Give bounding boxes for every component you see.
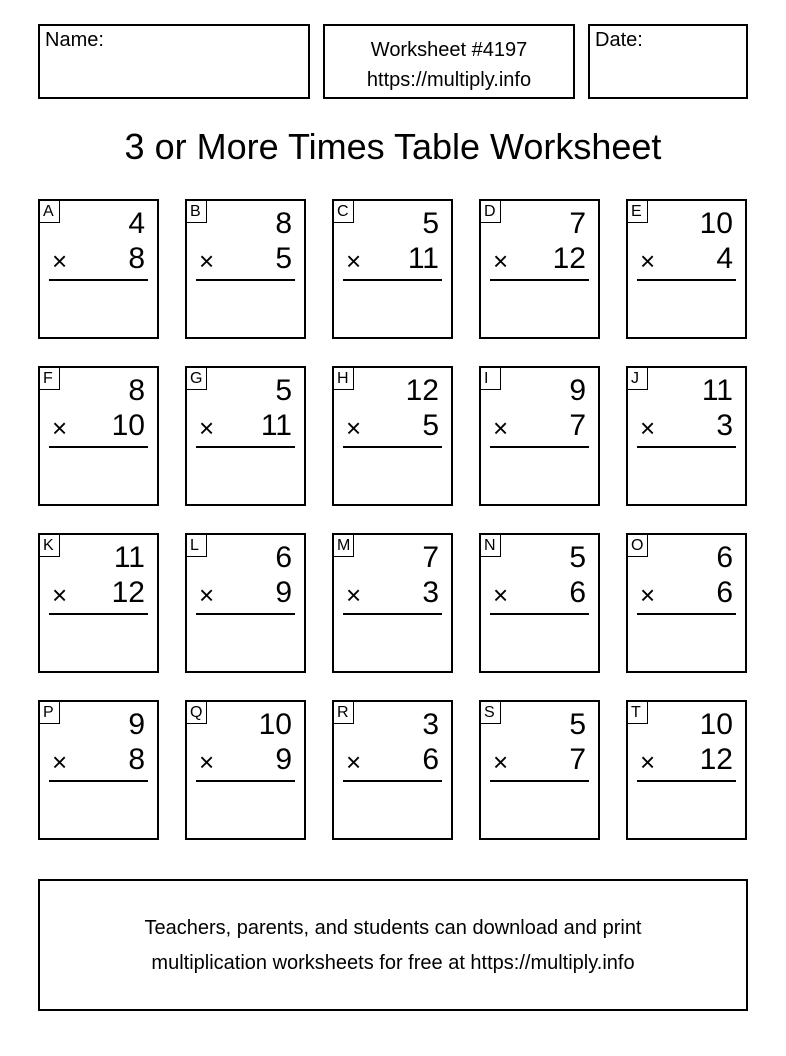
multiplicand: 11 [113,541,145,574]
multiplier: 12 [552,242,586,275]
answer-line [196,446,295,448]
times-sign: × [346,246,362,276]
multiplier: 7 [569,409,586,442]
times-sign: × [640,413,656,443]
answer-line [343,446,442,448]
problem-card[interactable] [479,199,600,339]
page-title: 3 or More Times Table Worksheet [124,126,662,167]
multiplier: 7 [569,743,586,776]
multiplier: 11 [260,409,292,442]
problem-letter: R [334,702,354,724]
multiplier: 5 [422,409,439,442]
problem-card[interactable] [626,366,747,506]
problem-card[interactable] [38,700,159,840]
problem-letter: B [187,201,207,223]
multiplicand: 6 [275,541,292,574]
answer-line [637,613,736,615]
problem-letter: I [481,368,501,390]
problem-card[interactable] [332,366,453,506]
problem-card[interactable] [479,700,600,840]
multiplier: 9 [275,743,292,776]
problem-card[interactable] [38,533,159,673]
answer-line [490,279,589,281]
problem-letter: J [628,368,648,390]
footer-line-1: Teachers, parents, and students can download and print [144,917,642,939]
problem-card[interactable] [38,366,159,506]
answer-line [637,780,736,782]
problem-letter: F [40,368,60,390]
problem-card[interactable] [332,700,453,840]
multiplier: 8 [128,242,145,275]
multiplicand: 6 [716,541,733,574]
problem-card[interactable] [38,199,159,339]
answer-line [343,780,442,782]
multiplier: 6 [716,576,733,609]
problem-card[interactable] [185,366,306,506]
problem-letter: H [334,368,354,390]
times-sign: × [52,413,68,443]
problem-letter: E [628,201,648,223]
multiplier: 6 [422,743,439,776]
answer-line [49,780,148,782]
times-sign: × [346,747,362,777]
multiplicand: 8 [275,207,292,240]
problem-letter: P [40,702,60,724]
multiplicand: 5 [569,708,586,741]
answer-line [49,613,148,615]
times-sign: × [640,747,656,777]
problem-letter: N [481,535,501,557]
multiplicand: 9 [569,374,586,407]
multiplicand: 5 [275,374,292,407]
problem-card[interactable] [185,199,306,339]
problem-card[interactable] [626,199,747,339]
multiplier: 3 [422,576,439,609]
multiplicand: 8 [128,374,145,407]
multiplier: 9 [275,576,292,609]
worksheet-number: Worksheet #4197 [370,39,528,61]
problem-letter: O [628,535,648,557]
problem-card[interactable] [185,533,306,673]
multiplicand: 12 [405,374,439,407]
times-sign: × [52,580,68,610]
times-sign: × [493,246,509,276]
problem-card[interactable] [185,700,306,840]
times-sign: × [346,413,362,443]
worksheet-url: https://multiply.info [366,69,532,91]
multiplier: 8 [128,743,145,776]
times-sign: × [493,413,509,443]
multiplier: 5 [275,242,292,275]
answer-line [49,446,148,448]
multiplier: 12 [111,576,145,609]
answer-line [196,780,295,782]
times-sign: × [52,246,68,276]
answer-line [490,446,589,448]
problem-card[interactable] [332,199,453,339]
multiplier: 6 [569,576,586,609]
multiplicand: 11 [701,374,733,407]
problem-letter: M [334,535,354,557]
footer-line-2: multiplication worksheets for free at https://multiply.info [151,952,635,974]
date-label: Date: [595,29,643,51]
problem-letter: T [628,702,648,724]
multiplicand: 10 [699,708,733,741]
times-sign: × [640,580,656,610]
multiplicand: 9 [128,708,145,741]
multiplicand: 5 [422,207,439,240]
multiplicand: 7 [422,541,439,574]
multiplier: 12 [699,743,733,776]
name-label: Name: [45,29,104,51]
multiplicand: 3 [422,708,439,741]
times-sign: × [52,747,68,777]
problem-letter: K [40,535,60,557]
problem-letter: S [481,702,501,724]
times-sign: × [199,246,215,276]
multiplicand: 10 [699,207,733,240]
multiplicand: 5 [569,541,586,574]
answer-line [196,279,295,281]
footer-note [38,879,748,1011]
problem-card[interactable] [626,700,747,840]
times-sign: × [199,413,215,443]
answer-line [637,279,736,281]
answer-line [490,780,589,782]
answer-line [196,613,295,615]
answer-line [343,613,442,615]
times-sign: × [199,580,215,610]
multiplier: 10 [111,409,145,442]
multiplicand: 10 [258,708,292,741]
problem-letter: D [481,201,501,223]
times-sign: × [493,580,509,610]
problem-card[interactable] [479,533,600,673]
answer-line [637,446,736,448]
multiplicand: 7 [569,207,586,240]
problem-letter: Q [187,702,207,724]
answer-line [49,279,148,281]
problem-letter: L [187,535,207,557]
times-sign: × [346,580,362,610]
problem-card[interactable] [479,366,600,506]
multiplicand: 4 [128,207,145,240]
times-sign: × [493,747,509,777]
problem-letter: A [40,201,60,223]
problem-letter: C [334,201,354,223]
multiplier: 3 [716,409,733,442]
answer-line [490,613,589,615]
answer-line [343,279,442,281]
multiplier: 11 [407,242,439,275]
problem-card[interactable] [332,533,453,673]
times-sign: × [640,246,656,276]
problem-card[interactable] [626,533,747,673]
problem-letter: G [187,368,207,390]
multiplier: 4 [716,242,733,275]
times-sign: × [199,747,215,777]
